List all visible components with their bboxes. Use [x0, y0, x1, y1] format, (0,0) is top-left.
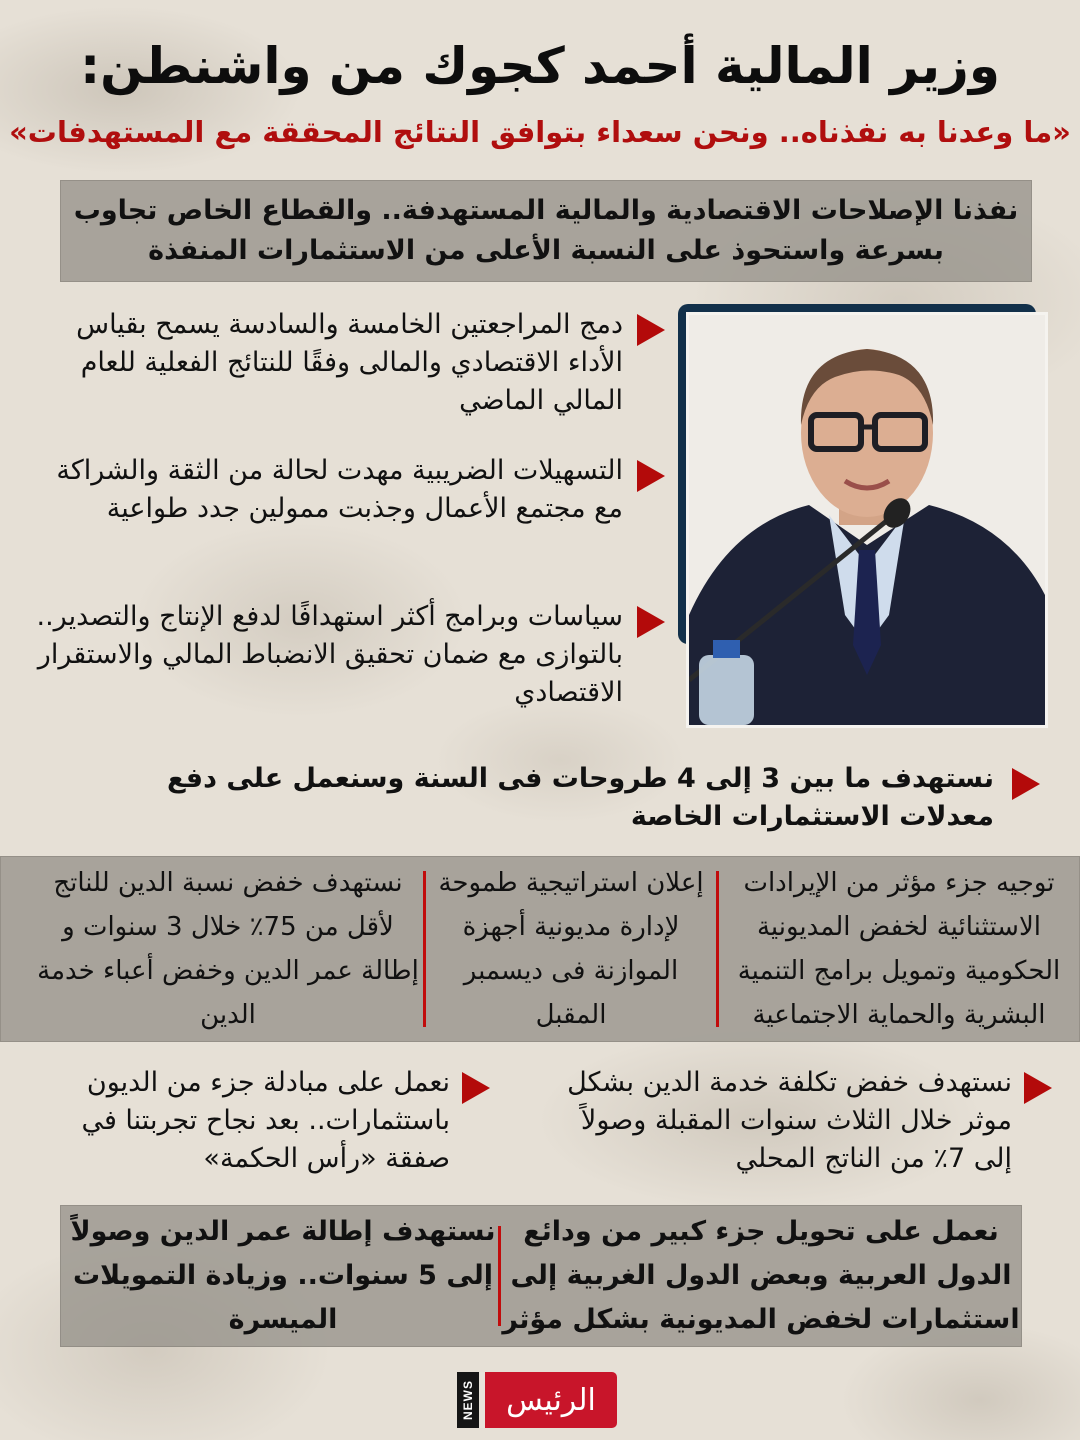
bullet-text: دمج المراجعتين الخامسة والسادسة يسمح بقياس الأداء الاقتصادي والمالى وفقًا للنتائج الفعلية للعام المالي الماضي	[76, 309, 623, 416]
bottom-column-maturity	[68, 1210, 498, 1342]
column-text: نستهدف خفض نسبة الدين للناتج لأقل من 75٪ خلال 3 سنوات و إطالة عمر الدين وخفض أعباء خدمة الدين	[37, 868, 419, 1030]
bullet-item	[20, 306, 665, 420]
column-divider	[716, 871, 719, 1027]
bottom-box	[60, 1205, 1022, 1347]
bottom-text: نعمل على تحويل جزء كبير من ودائع الدول العربية وبعض الدول الغربية إلى استثمارات لخفض المديونية بشكل مؤثر	[502, 1216, 1020, 1335]
bullet-text: التسهيلات الضريبية مهدت لحالة من الثقة والشراكة مع مجتمع الأعمال وجذبت ممولين جدد طواعية	[56, 455, 623, 524]
column-divider	[423, 871, 426, 1027]
three-column-band	[0, 856, 1080, 1042]
logo-wordmark: الرئيس	[485, 1372, 617, 1428]
bottom-column-deposits	[501, 1210, 1021, 1342]
bullet-item	[20, 452, 665, 528]
triangle-bullet-icon	[1024, 1072, 1052, 1104]
bullet-text: سياسات وبرامج أكثر استهدافًا لدفع الإنتاج والتصدير.. بالتوازى مع ضمان تحقيق الانضباط المالي والاستقرار الاقتصادي	[36, 601, 623, 708]
bottom-text: نستهدف إطالة عمر الدين وصولاً إلى 5 سنوات.. وزيادة التمويلات الميسرة	[70, 1216, 496, 1335]
column-text: إعلان استراتيجية طموحة لإدارة مديونية أجهزة الموازنة فى ديسمبر المقبل	[438, 868, 704, 1030]
triangle-bullet-icon	[462, 1072, 490, 1104]
bullet-text: نستهدف خفض تكلفة خدمة الدين بشكل موثر خلال الثلاث سنوات المقبلة وصولاً إلى 7٪ من الناتج المحلي	[567, 1067, 1012, 1174]
logo-news-tag: NEWS	[457, 1372, 479, 1428]
bullet-text: نعمل على مبادلة جزء من الديون باستثمارات.. بعد نجاح تجربتنا في صفقة «رأس الحكمة»	[81, 1067, 450, 1174]
column-text: توجيه جزء مؤثر من الإيرادات الاستثنائية لخفض المديونية الحكومية وتمويل برامج التنمية البشرية والحماية الاجتماعية	[737, 868, 1061, 1030]
headline-title: وزير المالية أحمد كجوك من واشنطن:	[80, 37, 1000, 95]
bullet-item	[0, 598, 665, 712]
bullet-item-wide	[80, 760, 1040, 836]
column-strategy	[426, 863, 716, 1035]
portrait-illustration	[689, 315, 1045, 725]
intro-box	[60, 180, 1032, 282]
column-divider	[498, 1226, 501, 1326]
column-debt-ratio	[33, 863, 423, 1035]
bullet-text: نستهدف ما بين 3 إلى 4 طروحات فى السنة وسنعمل على دفع معدلات الاستثمارات الخاصة	[166, 763, 994, 832]
triangle-bullet-icon	[637, 606, 665, 638]
headline-quote: «ما وعدنا به نفذناه.. ونحن سعداء بتوافق النتائج المحققة مع المستهدفات»	[9, 115, 1071, 149]
bullet-item	[20, 1064, 490, 1178]
minister-photo	[686, 312, 1048, 728]
brand-logo	[457, 1372, 617, 1428]
triangle-bullet-icon	[637, 460, 665, 492]
bullet-item	[540, 1064, 1052, 1178]
triangle-bullet-icon	[637, 314, 665, 346]
triangle-bullet-icon	[1012, 768, 1040, 800]
column-revenue	[719, 863, 1079, 1035]
intro-text: نفذنا الإصلاحات الاقتصادية والمالية المستهدفة.. والقطاع الخاص تجاوب بسرعة واستحوذ على النسبة الأعلى من الاستثمارات المنفذة	[73, 195, 1019, 266]
